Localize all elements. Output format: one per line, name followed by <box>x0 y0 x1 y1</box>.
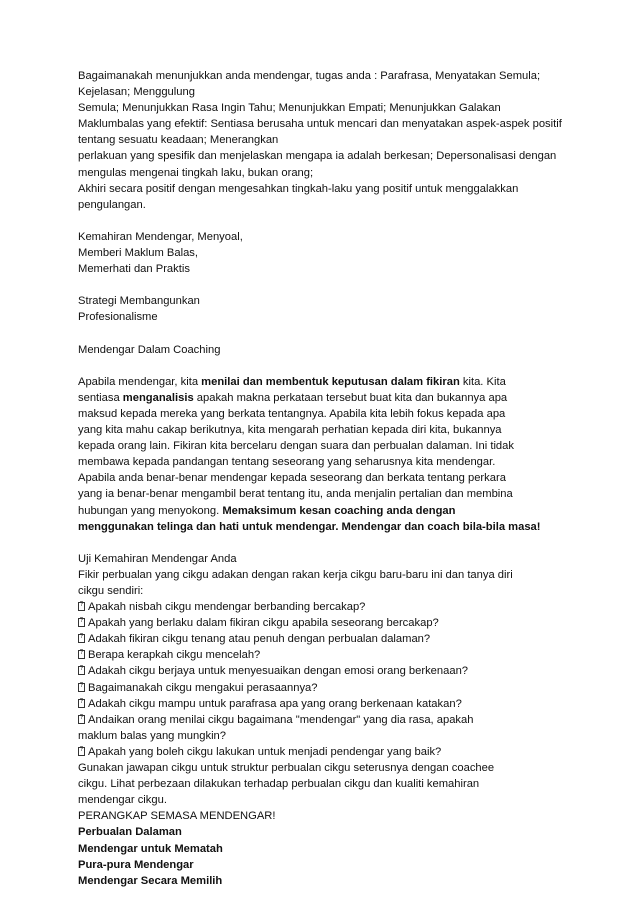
trap-item: Perbualan Dalaman <box>78 826 182 839</box>
text-line: mendengar cikgu. <box>78 794 167 807</box>
list-item: ?Adakah fikiran cikgu tenang atau penuh dengan perbualan dalaman? <box>78 631 578 647</box>
list-item: ?Bagaimanakah cikgu mengakui perasaannya? <box>78 680 578 696</box>
section-listening-test <box>78 551 578 889</box>
list-item: ?Adakah cikgu berjaya untuk menyesuaikan dengan emosi orang berkenaan? <box>78 663 578 679</box>
text-line: Semula; Menunjukkan Rasa Ingin Tahu; Menunjukkan Empati; Menunjukkan Galakan <box>78 102 501 115</box>
list-item: ?Andaikan orang menilai cikgu bagaimana "mendengar" yang dia rasa, apakah <box>78 712 578 728</box>
missing-glyph-icon <box>78 666 85 675</box>
text-line: Akhiri secara positif dengan mengesahkan tingkah-laku yang positif untuk menggalakkan <box>78 182 519 195</box>
missing-glyph-icon <box>78 650 85 659</box>
paragraph-coaching <box>78 374 578 535</box>
trap-item: Mendengar Secara Memilih <box>78 874 223 887</box>
text-line: Memerhati dan Praktis <box>78 263 190 276</box>
text-line: maksud kepada mereka yang berkata tentangnya. Apabila kita lebih fokus kepada apa <box>78 407 506 420</box>
text-line: mengulas mengenai tingkah laku, bukan orang; <box>78 166 314 179</box>
text-line: membawa kepada pandangan tentang seseorang yang seharusnya kita mendengar. <box>78 456 496 469</box>
paragraph-strategy <box>78 293 578 325</box>
paragraph-skills <box>78 229 578 277</box>
section-heading-test: Uji Kemahiran Mendengar Anda <box>78 552 237 565</box>
text-line: Kemahiran Mendengar, Menyoal, <box>78 230 243 243</box>
list-item: ?Berapa kerapkah cikgu mencelah? <box>78 647 578 663</box>
section-heading-coaching: Mendengar Dalam Coaching <box>78 343 221 356</box>
text-line: Apabila mendengar, kita menilai dan membentuk keputusan dalam fikiran kita. Kita <box>78 375 506 388</box>
text-line: Profesionalisme <box>78 311 158 324</box>
list-item: ?Apakah nisbah cikgu mendengar berbanding bercakap? <box>78 599 578 615</box>
document-page <box>78 68 578 889</box>
text-line: Memberi Maklum Balas, <box>78 247 198 260</box>
list-item: ?Adakah cikgu mampu untuk parafrasa apa yang orang berkenaan katakan? <box>78 696 578 712</box>
text-line: yang kita mahu cakap berikutnya, kita mengarah perhatian kepada diri kita, bukannya <box>78 424 502 437</box>
text-line: sentiasa menganalisis apakah makna perkataan tersebut buat kita dan bukannya apa <box>78 391 508 404</box>
list-item: ?Apakah yang berlaku dalam fikiran cikgu apabila seseorang bercakap? <box>78 615 578 631</box>
text-line: PERANGKAP SEMASA MENDENGAR! <box>78 810 276 823</box>
text-line: cikgu sendiri: <box>78 585 144 597</box>
missing-glyph-icon <box>78 618 85 627</box>
missing-glyph-icon <box>78 699 85 708</box>
text-line: hubungan yang menyokong. Memaksimum kesan coaching anda dengan <box>78 504 456 517</box>
text-line: Kejelasan; Menggulung <box>78 86 195 99</box>
text-line: tentang sesuatu keadaan; Menerangkan <box>78 134 279 147</box>
text-line: cikgu. Lihat perbezaan dilakukan terhadap perbualan cikgu dan kualiti kemahiran <box>78 778 480 791</box>
missing-glyph-icon <box>78 683 85 692</box>
text-line: Bagaimanakah menunjukkan anda mendengar, tugas anda : Parafrasa, Menyatakan Semula; <box>78 70 541 82</box>
text-line: Gunakan jawapan cikgu untuk struktur perbualan cikgu seterusnya dengan coachee <box>78 762 495 775</box>
missing-glyph-icon <box>78 634 85 643</box>
missing-glyph-icon <box>78 747 85 756</box>
list-item: ?Apakah yang boleh cikgu lakukan untuk menjadi pendengar yang baik? <box>78 744 578 760</box>
text-line: yang ia benar-benar mengambil berat tentang itu, anda menjalin pertalian dan membina <box>78 488 513 501</box>
text-line: Maklumbalas yang efektif: Sentiasa berusaha untuk mencari dan menyatakan aspek-aspek positif <box>78 118 562 131</box>
text-line: Fikir perbualan yang cikgu adakan dengan rakan kerja cikgu baru-baru ini dan tanya diri <box>78 568 513 581</box>
text-line: Apabila anda benar-benar mendengar kepada seseorang dan berkata tentang perkara <box>78 472 506 485</box>
text-line: menggunakan telinga dan hati untuk mendengar. Mendengar dan coach bila-bila masa! <box>78 520 541 533</box>
text-line: perlakuan yang spesifik dan menjelaskan mengapa ia adalah berkesan; Depersonalisasi dengan <box>78 150 557 163</box>
missing-glyph-icon <box>78 602 85 611</box>
missing-glyph-icon <box>78 715 85 724</box>
text-line: kepada orang lain. Fikiran kita bercelaru dengan suara dan perbualan dalaman. Ini tidak <box>78 440 514 453</box>
text-line: pengulangan. <box>78 198 146 211</box>
text-line: maklum balas yang mungkin? <box>78 729 226 742</box>
text-line: Strategi Membangunkan <box>78 295 200 308</box>
paragraph-listening-tasks <box>78 68 578 213</box>
trap-item: Mendengar untuk Mematah <box>78 842 223 855</box>
trap-item: Pura-pura Mendengar <box>78 858 194 871</box>
